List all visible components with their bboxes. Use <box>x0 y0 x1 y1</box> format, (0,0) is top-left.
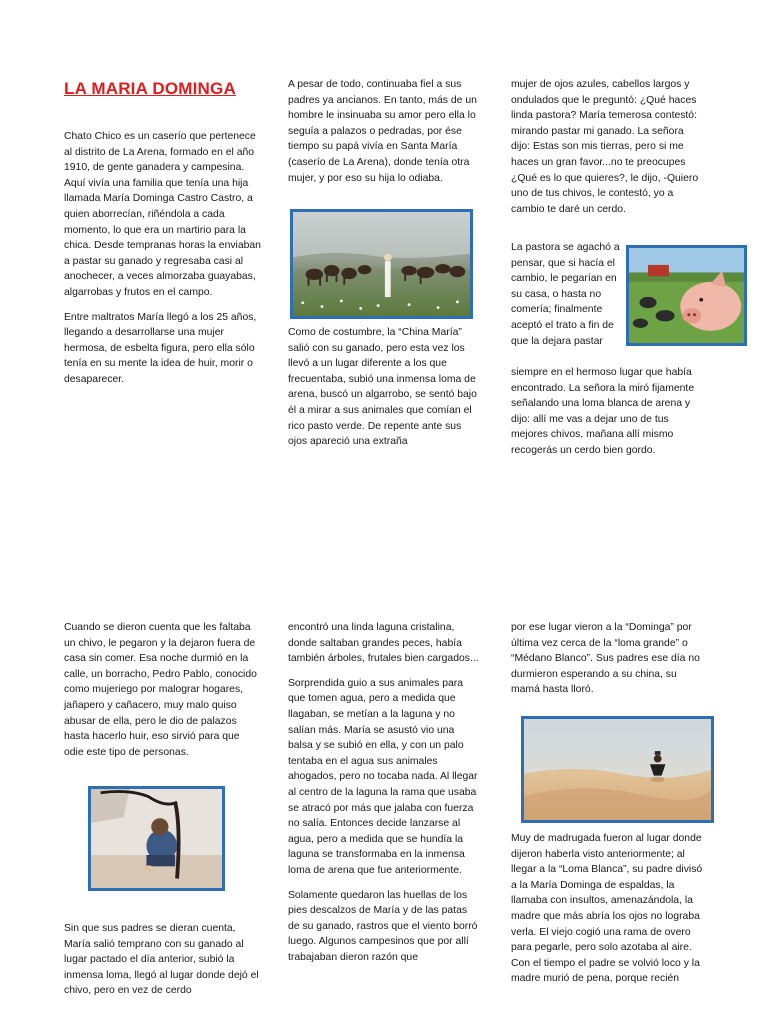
column-1-page-2-top <box>64 620 262 769</box>
woman-with-cattle-image <box>293 212 470 316</box>
paragraph: Sorprendida guio a sus animales para que tomen agua, pero a medida que llagaban, se metían a la laguna y no salían más. María se asustó vio una balsa y se subió en ella, y con un palo tentaba en el agua sus animales ahogados, pero no tocaba nada. Al llegar al centro de la laguna la rama que usaba se atracó por más que jalaba con fuerza no salía. Entonces decide lanzarse al agua, pero a medida que se hundía la laguna se transformaba en la inmensa loma de arena que fue anteriormente. <box>288 677 478 876</box>
column-3-page-1-wrap <box>511 240 621 358</box>
article-title: LA MARIA DOMINGA <box>64 79 236 98</box>
column-2-page-1-top <box>288 77 480 195</box>
abuse-photo <box>88 786 225 891</box>
paragraph: A pesar de todo, continuaba fiel a sus padres ya ancianos. En tanto, más de un hombre le insinuaba su amor pero ella lo seguía a palazos o pedradas, por ése tiempo su papá vivía en Santa María (caserío de La Arena), donde tenía otra mujer, y por eso su hija lo odiaba. <box>288 79 477 184</box>
paragraph: Chato Chico es un caserío que pertenece al distrito de La Arena, formado en el año 1910, de gente ganadera y campesina. Aquí vivía una familia que tenía una hija llamada María Dominga Castro Castro, a quien aborrecían, riñéndola a cada momento, lo que era un martirio para la chica. Desde tempranas horas la enviaban a pastar su ganado y regresaba casi al anochecer, a veces almorzaba guayabas, algarrobas y frutos en el campo. <box>64 131 261 298</box>
man-with-belt-image <box>91 789 222 888</box>
cattle-photo <box>290 209 473 319</box>
paragraph: Sin que sus padres se dieran cuenta, María salió temprano con su ganado al lugar pactado el día anterior, subió la inmensa loma, llegó al lugar donde dejó el chivo, pero en vez de cerdo <box>64 923 259 997</box>
column-3-page-1-rest <box>511 365 705 468</box>
paragraph: Entre maltratos María llegó a los 25 años, llegando a desarrollarse una mujer hermosa, de esbelta figura, pero ella sólo tenía en su mente la idea de huir, morir o desaparecer. <box>64 311 257 385</box>
column-3-page-2-top <box>511 620 705 707</box>
column-3-page-1-top <box>511 77 705 226</box>
column-1-page-1 <box>64 129 264 397</box>
paragraph: siempre en el hermoso lugar que había encontrado. La señora la miró fijamente señalando una loma blanca de arena y dijo: allí me vas a dejar uno de tus mejores chivos, mañana allí mismo recogerás un cerdo bien gordo. <box>511 367 695 456</box>
paragraph: mujer de ojos azules, cabellos largos y ondulados que le preguntó: ¿Qué haces linda pastora? María temerosa contestó: mirando pastar mi ganado. La señora dijo: Estas son mis tierras, pero si me haces un gran favor...no te preocupes ¿Qué es lo que quieres?, le dijo, -Quiero uno de tus chivos, le contestó, yo a cambio te daré un cerdo. <box>511 79 699 215</box>
column-1-page-2-bottom <box>64 921 262 1008</box>
pig-on-farm-image <box>629 248 744 343</box>
paragraph: Muy de madrugada fueron al lugar donde dijeron haberla visto anteriormente; al llegar a la “Loma Blanca”, su padre divisó a la María Dominga de espaldas, la llamaba con insultos, amenazándola, la madre que más abría los ojos no lograba verla. El viejo cogió una rama de overo para pegarle, pero solo azotaba al aire. Con el tiempo el padre se volvió loco y la madre murió de pena, porque recién <box>511 833 703 985</box>
paragraph: Solamente quedaron las huellas de los pies descalzos de María y de las patas de su ganado, rastros que el viento borró luego. Algunos campesinos que por allí trabajaban dieron razón que <box>288 889 478 963</box>
paragraph: La pastora se agachó a pensar, que si hacía el cambio, le pegarían en su casa, o hasta no comería; finalmente aceptó el trato a fin de que la dejara pastar <box>511 242 620 347</box>
paragraph: por ese lugar vieron a la “Dominga” por última vez cerca de la “loma grande” o “Médano Blanco”. Sus padres ese día no durmieron esperando a su china, su mamá hasta lloró. <box>511 622 700 696</box>
paragraph: encontró una linda laguna cristalina, donde saltaban grandes peces, había también árboles, frutales bien cargados... <box>288 622 479 665</box>
column-2-page-2 <box>288 620 480 974</box>
paragraph: Cuando se dieron cuenta que les faltaba un chivo, le pegaron y la dejaron fuera de casa sin comer. Esa noche durmió en la calle, un borracho, Pedro Pablo, conocido como mujeriego por malograr hogares, jañapero y cañacero, muy malo quiso abusar de ella, pero le dio de palazos hasta hacerlo huir, eso sirvió para que odie este tipo de personas. <box>64 622 257 758</box>
column-3-page-2-bottom <box>511 831 705 996</box>
column-2-page-1-bottom <box>288 325 480 459</box>
woman-in-desert-image <box>524 719 711 820</box>
desert-photo <box>521 716 714 823</box>
pig-photo <box>626 245 747 346</box>
paragraph: Como de costumbre, la “China María” salió con su ganado, pero esta vez los llevó a un lugar diferente a los que frecuentaba, subió una inmensa loma de arena, buscó un algarrobo, se sentó bajo él a mirar a sus animales que comían el rico pasto verde. De repente ante sus ojos apareció una extraña <box>288 327 477 448</box>
